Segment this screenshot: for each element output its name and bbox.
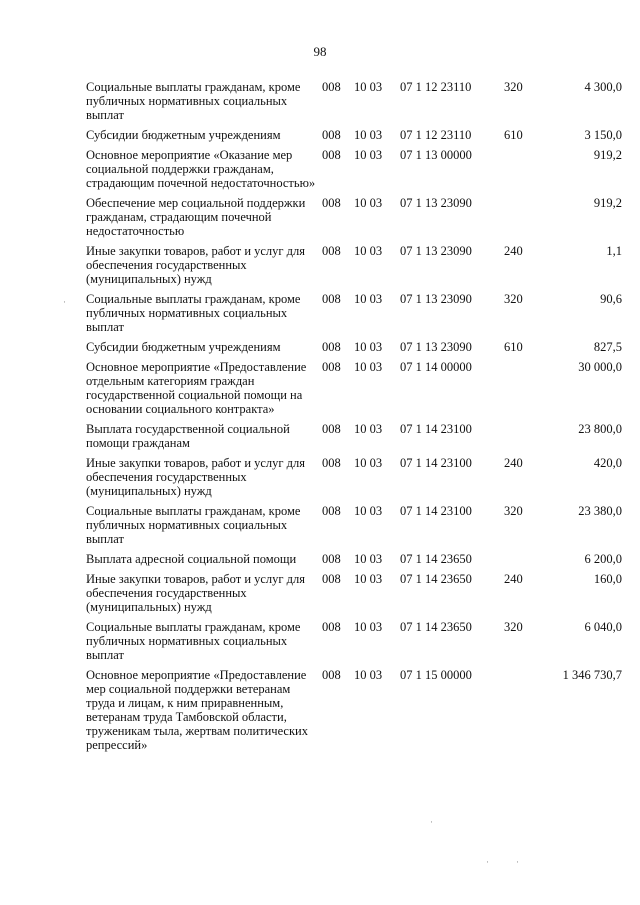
section-code: 10 03	[354, 80, 383, 94]
section-code: 10 03	[354, 620, 383, 634]
expense-type-code: 320	[504, 292, 523, 306]
ministry-code: 008	[322, 668, 341, 682]
ministry-code: 008	[322, 504, 341, 518]
item-name: Выплата государственной социальной помощи гражданам	[86, 422, 290, 450]
ministry-code: 008	[322, 196, 341, 210]
item-name: Иные закупки товаров, работ и услуг для обеспечения государственных (муниципальных) нужд	[86, 456, 306, 498]
target-article-code: 07 1 12 23110	[400, 128, 472, 142]
table-row	[86, 360, 622, 422]
item-name: Субсидии бюджетным учреждениям	[86, 340, 281, 354]
amount: 90,6	[600, 292, 622, 306]
table-row	[86, 148, 622, 196]
item-name: Основное мероприятие «Предоставление отдельным категориям граждан государственной социальной помощи на основании социального контракта»	[86, 360, 307, 416]
ministry-code: 008	[322, 620, 341, 634]
expense-type-code: 240	[504, 244, 523, 258]
amount: 1 346 730,7	[562, 668, 622, 682]
ministry-code: 008	[322, 422, 341, 436]
target-article-code: 07 1 13 23090	[400, 292, 472, 306]
amount: 420,0	[593, 456, 622, 470]
table-row	[86, 456, 622, 504]
expense-type-code: 610	[504, 340, 523, 354]
ministry-code: 008	[322, 128, 341, 142]
table-row	[86, 340, 622, 360]
section-code: 10 03	[354, 148, 383, 162]
expense-type-code: 610	[504, 128, 523, 142]
amount: 3 150,0	[584, 128, 622, 142]
section-code: 10 03	[354, 668, 383, 682]
amount: 919,2	[593, 196, 622, 210]
table-row	[86, 668, 622, 758]
amount: 4 300,0	[584, 80, 622, 94]
target-article-code: 07 1 14 23650	[400, 552, 472, 566]
expense-type-code: 320	[504, 504, 523, 518]
target-article-code: 07 1 14 23100	[400, 504, 472, 518]
section-code: 10 03	[354, 340, 383, 354]
section-code: 10 03	[354, 128, 383, 142]
target-article-code: 07 1 14 23650	[400, 572, 472, 586]
amount: 23 800,0	[578, 422, 622, 436]
amount: 30 000,0	[578, 360, 622, 374]
ministry-code: 008	[322, 148, 341, 162]
budget-table	[86, 80, 622, 758]
table-row	[86, 552, 622, 572]
target-article-code: 07 1 13 23090	[400, 244, 472, 258]
target-article-code: 07 1 12 23110	[400, 80, 472, 94]
item-name: Субсидии бюджетным учреждениям	[86, 128, 281, 142]
table-row	[86, 620, 622, 668]
expense-type-code	[504, 422, 538, 456]
section-code: 10 03	[354, 292, 383, 306]
ministry-code: 008	[322, 456, 341, 470]
expense-type-code: 320	[504, 80, 523, 94]
table-row	[86, 572, 622, 620]
expense-type-code: 240	[504, 456, 523, 470]
ministry-code: 008	[322, 244, 341, 258]
item-name: Основное мероприятие «Предоставление мер социальной поддержки ветеранам труда и лицам, к ним приравненным, ветеранам труда Тамбовской области, труженикам тыла, жертвам политических репрессий»	[86, 668, 308, 752]
target-article-code: 07 1 13 00000	[400, 148, 472, 162]
section-code: 10 03	[354, 244, 383, 258]
ministry-code: 008	[322, 292, 341, 306]
item-name: Основное мероприятие «Оказание мер социальной поддержки гражданам, страдающим почечной недостаточностью»	[86, 148, 316, 190]
item-name: Выплата адресной социальной помощи	[86, 552, 297, 566]
target-article-code: 07 1 14 23100	[400, 422, 472, 436]
target-article-code: 07 1 13 23090	[400, 196, 472, 210]
target-article-code: 07 1 14 00000	[400, 360, 472, 374]
expense-type-code	[504, 148, 538, 196]
section-code: 10 03	[354, 456, 383, 470]
expense-type-code: 320	[504, 620, 523, 634]
amount: 23 380,0	[578, 504, 622, 518]
target-article-code: 07 1 14 23650	[400, 620, 472, 634]
table-row	[86, 196, 622, 244]
ministry-code: 008	[322, 340, 341, 354]
table-row	[86, 128, 622, 148]
ministry-code: 008	[322, 572, 341, 586]
item-name: Социальные выплаты гражданам, кроме публичных нормативных социальных выплат	[86, 620, 301, 662]
scan-speck: ·	[430, 817, 433, 827]
amount: 6 040,0	[584, 620, 622, 634]
target-article-code: 07 1 14 23100	[400, 456, 472, 470]
item-name: Иные закупки товаров, работ и услуг для обеспечения государственных (муниципальных) нужд	[86, 572, 306, 614]
table-row	[86, 504, 622, 552]
item-name: Иные закупки товаров, работ и услуг для обеспечения государственных (муниципальных) нужд	[86, 244, 306, 286]
section-code: 10 03	[354, 572, 383, 586]
page-number: 98	[313, 44, 327, 59]
scan-speck: ·	[486, 857, 489, 867]
amount: 827,5	[593, 340, 622, 354]
target-article-code: 07 1 15 00000	[400, 668, 472, 682]
section-code: 10 03	[354, 504, 383, 518]
amount: 1,1	[606, 244, 622, 258]
table-row	[86, 80, 622, 128]
expense-type-code	[504, 196, 538, 244]
ministry-code: 008	[322, 360, 341, 374]
item-name: Социальные выплаты гражданам, кроме публичных нормативных социальных выплат	[86, 292, 301, 334]
table-row	[86, 422, 622, 456]
expense-type-code	[504, 552, 538, 572]
expense-type-code: 240	[504, 572, 523, 586]
expense-type-code	[504, 360, 538, 422]
item-name: Социальные выплаты гражданам, кроме публичных нормативных социальных выплат	[86, 80, 301, 122]
section-code: 10 03	[354, 422, 383, 436]
amount: 6 200,0	[584, 552, 622, 566]
amount: 919,2	[593, 148, 622, 162]
table-row	[86, 244, 622, 292]
ministry-code: 008	[322, 552, 341, 566]
target-article-code: 07 1 13 23090	[400, 340, 472, 354]
ministry-code: 008	[322, 80, 341, 94]
section-code: 10 03	[354, 196, 383, 210]
table-row	[86, 292, 622, 340]
section-code: 10 03	[354, 360, 383, 374]
scan-speck: ·	[516, 857, 519, 867]
item-name: Социальные выплаты гражданам, кроме публичных нормативных социальных выплат	[86, 504, 301, 546]
expense-type-code	[504, 668, 538, 758]
section-code: 10 03	[354, 552, 383, 566]
scan-speck: ·	[63, 297, 66, 307]
amount: 160,0	[593, 572, 622, 586]
item-name: Обеспечение мер социальной поддержки гражданам, страдающим почечной недостаточностью	[86, 196, 306, 238]
